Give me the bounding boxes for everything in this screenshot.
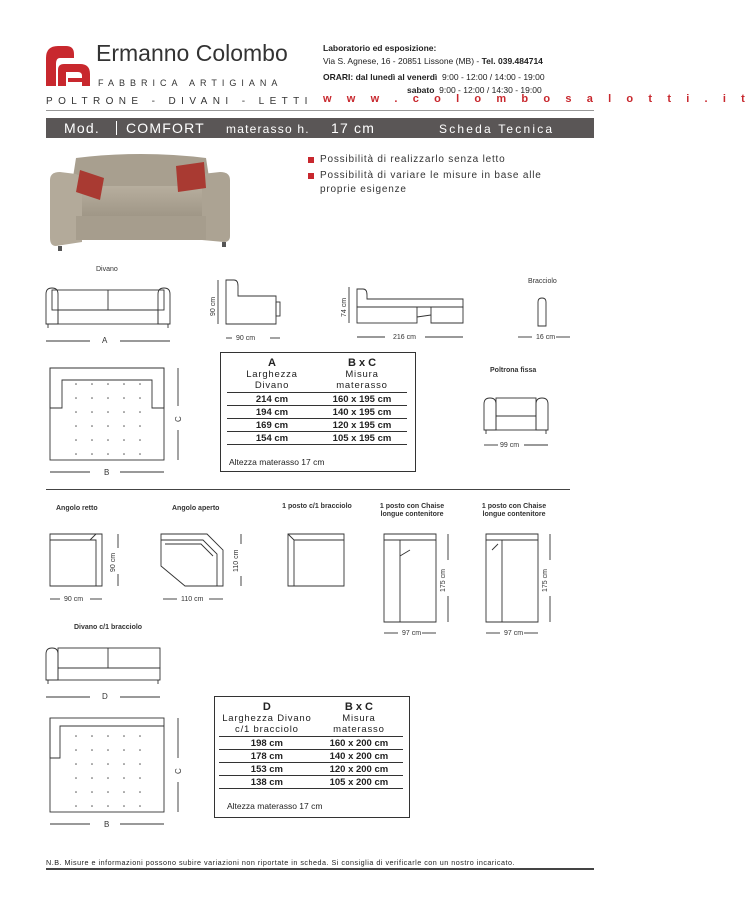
table-row: 154 cm 105 x 195 cm xyxy=(227,432,407,445)
brand-tagline: POLTRONE - DIVANI - LETTI xyxy=(46,96,313,107)
table-row: 169 cm 120 x 195 cm xyxy=(227,419,407,432)
t2-col1-label2: c/1 bracciolo xyxy=(235,724,299,735)
model-name: COMFORT xyxy=(126,120,205,136)
table-row: 153 cm 120 x 200 cm xyxy=(219,763,403,776)
mattress-height: 17 cm xyxy=(331,120,376,136)
t2-col2-label2: materasso xyxy=(333,724,385,735)
t2-col2-letter: B x C xyxy=(344,701,373,713)
angolo-aperto-label: Angolo aperto xyxy=(172,505,220,512)
t1-col1-label2: Divano xyxy=(254,380,290,391)
mod-label: Mod. xyxy=(64,120,100,136)
posto-bracciolo-drawing xyxy=(280,526,350,596)
t2-col1-label1: Larghezza Divano xyxy=(222,713,312,724)
title-separator xyxy=(116,121,117,135)
divano-1-bracciolo-front xyxy=(40,636,170,706)
dim-aa-width: 110 cm xyxy=(181,596,204,603)
dim-ar-height: 90 cm xyxy=(110,552,117,572)
dim-B-label: B xyxy=(104,468,110,477)
dim-bracciolo: 16 cm xyxy=(536,334,556,341)
t1-col2-letter: B x C xyxy=(347,357,377,369)
header-divider xyxy=(46,110,594,111)
divano-front-drawing xyxy=(40,280,175,348)
feature-item: Possibilità di variare le misure in base alle proprie esigenze xyxy=(308,169,570,197)
hours-sat-label: sabato xyxy=(407,85,435,95)
footer-divider xyxy=(46,868,594,870)
dim-ar-width: 90 cm xyxy=(64,596,84,603)
chaise2-drawing xyxy=(478,530,562,642)
dim-c2-width: 97 cm xyxy=(504,630,524,637)
hours-sat: 9:00 - 12:00 / 14:30 - 19:00 xyxy=(439,85,542,95)
brand-subtitle: FABBRICA ARTIGIANA xyxy=(98,78,283,88)
t2-col1-letter: D xyxy=(262,701,271,713)
dim-c1-width: 97 cm xyxy=(402,630,422,637)
dim-aa-height: 110 cm xyxy=(233,549,240,572)
lab-label: Laboratorio ed esposizione: xyxy=(323,43,437,53)
t2-col2-label1: Misura xyxy=(342,713,376,724)
telephone: Tel. 039.484714 xyxy=(481,56,543,66)
divano-1-bracciolo-label: Divano c/1 bracciolo xyxy=(74,624,143,631)
t1-col2-label2: materasso xyxy=(336,380,388,391)
hours-label: ORARI: dal lunedì al venerdì xyxy=(323,72,438,82)
address: Via S. Agnese, 16 - 20851 Lissone (MB) - xyxy=(323,56,480,66)
dim-c1-height: 175 cm xyxy=(440,569,447,592)
dim-D-label: D xyxy=(102,692,108,701)
chaise1-drawing xyxy=(376,530,460,642)
angolo-retto-label: Angolo retto xyxy=(56,505,98,512)
table-row: 198 cm 160 x 200 cm xyxy=(219,737,403,750)
table-row: 178 cm 140 x 200 cm xyxy=(219,750,403,763)
feature-item: Possibilità di realizzarlo senza letto xyxy=(308,153,560,167)
chaise2-label: 1 posto con Chaise longue contenitore xyxy=(481,503,547,518)
hours-week: 9:00 - 12:00 / 14:00 - 19:00 xyxy=(442,72,545,82)
brand-name: Ermanno Colombo xyxy=(96,40,288,66)
contact-block xyxy=(323,42,545,97)
angolo-aperto-drawing xyxy=(155,520,255,606)
mattress-dots xyxy=(75,735,141,807)
divano-label: Divano xyxy=(96,266,118,273)
dim-open-height: 74 cm xyxy=(341,297,348,317)
t1-col2-label1: Misura xyxy=(345,369,379,380)
bracciolo-drawing xyxy=(510,296,580,346)
dim-side-height: 90 cm xyxy=(210,296,217,316)
chaise1-label: 1 posto con Chaise longue contenitore xyxy=(379,503,445,518)
brand-logo-icon xyxy=(44,44,92,88)
website-link[interactable]: w w w . c o l o m b o s a l o t t i . i t xyxy=(323,93,751,105)
poltrona-drawing xyxy=(478,384,558,452)
poltrona-label: Poltrona fissa xyxy=(490,367,537,374)
title-bar xyxy=(46,118,594,138)
dim-c2-height: 175 cm xyxy=(542,569,549,592)
dim-B2-label: B xyxy=(104,820,110,829)
sofa-photo xyxy=(46,150,236,260)
bracciolo-label: Bracciolo xyxy=(528,278,557,285)
mattress-plan-2-drawing xyxy=(40,710,190,835)
dim-C2-label: C xyxy=(174,768,183,774)
posto-bracciolo-label: 1 posto c/1 bracciolo xyxy=(282,503,352,510)
divano-side-drawing xyxy=(200,272,290,344)
sheet-label: Scheda Tecnica xyxy=(439,122,555,136)
mattress-label: materasso h. xyxy=(226,122,310,136)
t1-footer: Altezza materasso 17 cm xyxy=(229,457,325,467)
disclaimer-note: N.B. Misure e informazioni possono subire variazioni non riportate in scheda. Si consiglia di verificarle con un nostro incaricato. xyxy=(46,858,515,867)
feature-list xyxy=(308,153,570,197)
table-row: 194 cm 140 x 195 cm xyxy=(227,406,407,419)
dim-side-depth: 90 cm xyxy=(236,335,256,342)
spec-table-2 xyxy=(214,696,410,818)
table-row: 138 cm 105 x 200 cm xyxy=(219,776,403,789)
section-divider xyxy=(46,489,570,490)
dim-C-label: C xyxy=(174,416,183,422)
divano-open-drawing xyxy=(335,285,475,345)
mattress-plan-drawing xyxy=(40,358,190,483)
angolo-retto-drawing xyxy=(40,520,130,606)
dim-A-label: A xyxy=(102,336,108,345)
table-row: 214 cm 160 x 195 cm xyxy=(227,393,407,406)
dim-open-length: 216 cm xyxy=(393,334,416,341)
t1-col1-label1: Larghezza xyxy=(246,369,298,380)
mattress-dots xyxy=(75,383,141,455)
dim-poltrona: 99 cm xyxy=(500,442,520,449)
spec-table-1 xyxy=(220,352,416,472)
t1-col1-letter: A xyxy=(268,357,276,369)
t2-footer: Altezza materasso 17 cm xyxy=(227,801,323,811)
